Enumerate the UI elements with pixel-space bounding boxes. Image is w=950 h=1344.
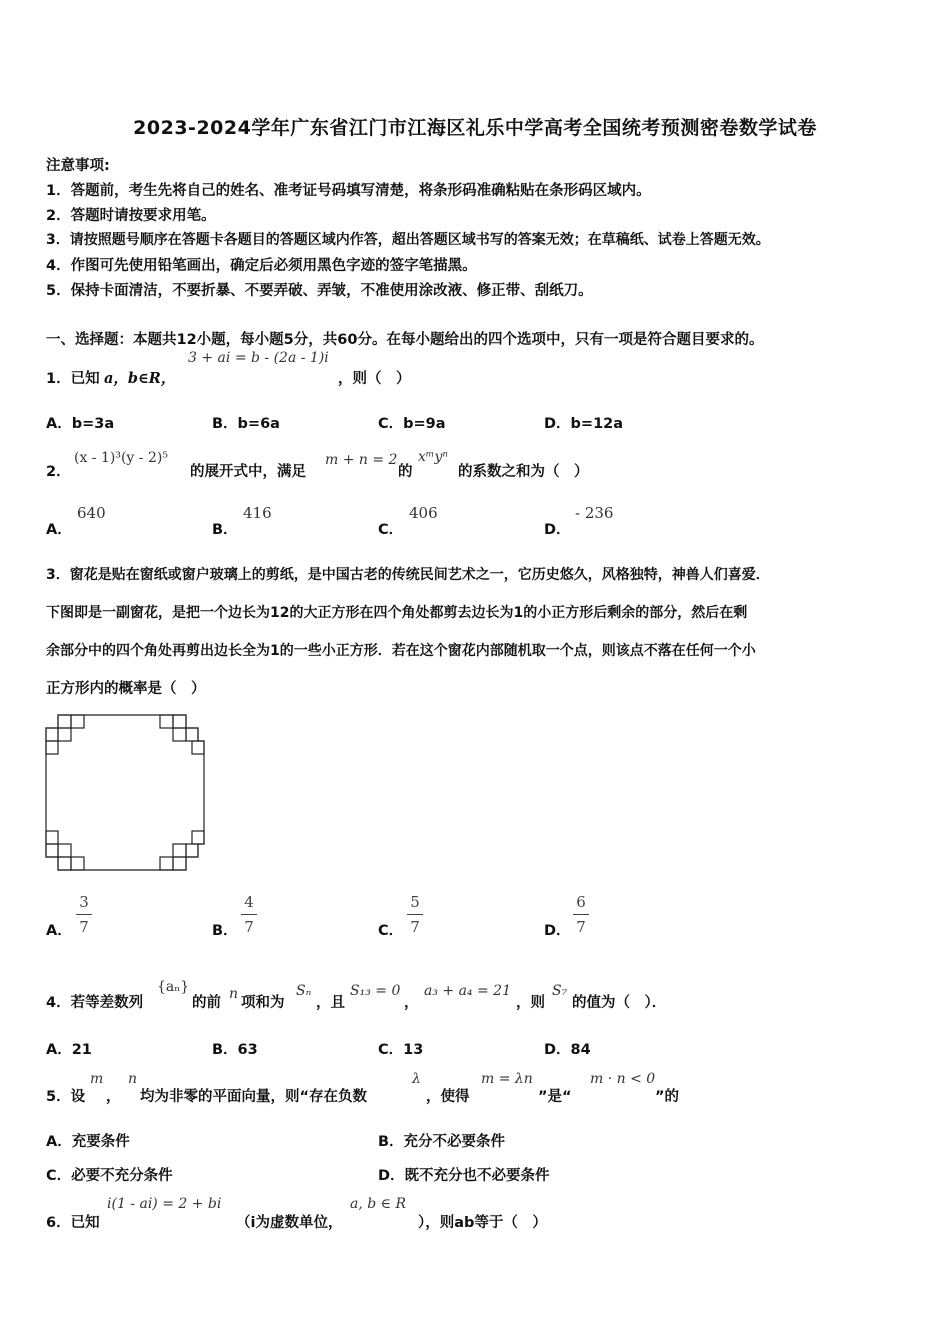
- q1-prefix: 1．已知: [46, 371, 100, 387]
- q6-formula: i(1 - ai) = 2 + bi: [107, 1196, 222, 1212]
- q2-number: 2．: [46, 464, 71, 480]
- denominator: 7: [244, 918, 254, 936]
- q4-option-b[interactable]: B．63: [212, 1042, 258, 1058]
- q4-sequence: {aₙ}: [157, 979, 190, 995]
- q2-text: 的: [398, 464, 413, 480]
- q2-text: 的展开式中，满足: [190, 464, 306, 480]
- q3-option-d-label[interactable]: D．: [544, 923, 571, 939]
- q3-option-a-fraction: [76, 893, 92, 936]
- q2-formula-condition: m + n = 2: [325, 452, 398, 468]
- window-flower-figure: [40, 710, 212, 878]
- q5-dot-product: m · n < 0: [590, 1071, 656, 1087]
- numerator: 5: [410, 893, 420, 911]
- q2-option-c-value: 406: [409, 504, 438, 522]
- q4-n: n: [229, 986, 239, 1002]
- q5-text: ，: [106, 1089, 121, 1105]
- q2-formula-expansion: (x - 1)³(y - 2)⁵: [74, 450, 168, 466]
- q4-text: 的前: [192, 995, 221, 1011]
- q4-text: 项和为: [241, 995, 285, 1011]
- q2-text: 的系数之和为（ ）: [458, 464, 589, 480]
- q3-line: 3．窗花是贴在窗纸或窗户玻璃上的剪纸，是中国古老的传统民间艺术之一，它历史悠久，风格独特，神兽人们喜爱．: [46, 567, 770, 583]
- notice-item: 2．答题时请按要求用笔。: [46, 208, 216, 224]
- q1-option-c[interactable]: C．b=9a: [378, 416, 446, 432]
- q3-line: 正方形内的概率是（ ）: [46, 681, 206, 697]
- q2-option-a-value: 640: [77, 504, 106, 522]
- q1-option-b[interactable]: B．b=6a: [212, 416, 280, 432]
- q3-option-b-fraction: [241, 893, 257, 936]
- q6-text: ），则ab等于（ ）: [418, 1215, 547, 1231]
- q4-option-a[interactable]: A．21: [46, 1042, 92, 1058]
- section-heading: 一、选择题：本题共12小题，每小题5分，共60分。在每小题给出的四个选项中，只有一项是符合题目要求的。: [46, 332, 764, 348]
- q2-option-a-label[interactable]: A．: [46, 522, 72, 538]
- q4-s7: S₇: [552, 983, 568, 999]
- q3-option-d-fraction: [573, 893, 589, 936]
- q4-condition-1: S₁₃ = 0: [350, 983, 401, 999]
- numerator: 4: [244, 893, 254, 911]
- q3-option-c-label[interactable]: C．: [378, 923, 404, 939]
- notice-item: 5．保持卡面清洁，不要折暴、不要弄破、弄皱，不准使用涂改液、修正带、刮纸刀。: [46, 283, 593, 299]
- q4-sn: Sₙ: [296, 983, 312, 999]
- q5-equation: m = λn: [481, 1071, 533, 1087]
- q3-line: 下图即是一副窗花，是把一个边长为12的大正方形在四个角处都剪去边长为1的小正方形后剩余的部分，然后在剩: [46, 605, 748, 621]
- q1-vars: a，b∈R，: [104, 370, 176, 387]
- denominator: 7: [79, 918, 89, 936]
- q3-option-a-label[interactable]: A．: [46, 923, 72, 939]
- q6-text: 6．已知: [46, 1215, 100, 1231]
- q4-text: 4．若等差数列: [46, 995, 144, 1011]
- page-title: 2023-2024学年广东省江门市江海区礼乐中学高考全国统考预测密卷数学试卷: [133, 117, 817, 139]
- q6-text: （i为虚数单位，: [236, 1215, 343, 1231]
- q4-option-c[interactable]: C．13: [378, 1042, 424, 1058]
- notice-heading: 注意事项:: [46, 158, 110, 174]
- q5-lambda: λ: [412, 1071, 421, 1087]
- q4-text: ，则: [516, 995, 545, 1011]
- q4-text: ，: [404, 995, 419, 1011]
- q5-option-a[interactable]: A．充要条件: [46, 1134, 130, 1150]
- numerator: 6: [576, 893, 586, 911]
- q1-option-d[interactable]: D．b=12a: [544, 416, 624, 432]
- q4-condition-2: a₃ + a₄ = 21: [424, 983, 511, 999]
- denominator: 7: [576, 918, 586, 936]
- q3-option-c-fraction: [407, 893, 423, 936]
- q5-n: n: [128, 1071, 138, 1087]
- q2-option-b-value: 416: [243, 504, 272, 522]
- q2-option-d-label[interactable]: D．: [544, 522, 571, 538]
- q3-option-b-label[interactable]: B．: [212, 923, 238, 939]
- q2-option-d-value: - 236: [575, 504, 614, 522]
- notice-item: 1．答题前，考生先将自己的姓名、准考证号码填写清楚，将条形码准确粘贴在条形码区域内。: [46, 183, 651, 199]
- notice-item: 4．作图可先使用铅笔画出，确定后必须用黑色字迹的签字笔描黑。: [46, 258, 477, 274]
- q5-option-c[interactable]: C．必要不充分条件: [46, 1168, 173, 1184]
- q5-option-d[interactable]: D．既不充分也不必要条件: [378, 1168, 550, 1184]
- q5-text: 均为非零的平面向量，则“存在负数: [140, 1089, 368, 1105]
- q1-option-a[interactable]: A．b=3a: [46, 416, 115, 432]
- q4-option-d[interactable]: D．84: [544, 1042, 591, 1058]
- q2-option-c-label[interactable]: C．: [378, 522, 404, 538]
- q2-option-b-label[interactable]: B．: [212, 522, 238, 538]
- notice-item: 3．请按照题号顺序在答题卡各题目的答题区域内作答，超出答题区域书写的答案无效；在草稿纸、试卷上答题无效。: [46, 232, 770, 248]
- q5-m: m: [90, 1071, 104, 1087]
- q5-text: ”是“: [538, 1089, 572, 1105]
- q1-formula: 3 + ai = b - (2a - 1)i: [188, 350, 329, 366]
- numerator: 3: [79, 893, 89, 911]
- q2-formula-term: xᵐyⁿ: [418, 449, 449, 465]
- q4-text: 的值为（ ）．: [572, 995, 667, 1011]
- q4-text: ，且: [316, 995, 345, 1011]
- q5-text: 5．设: [46, 1089, 86, 1105]
- q6-condition: a, b ∈ R: [350, 1196, 407, 1212]
- q5-option-b[interactable]: B．充分不必要条件: [378, 1134, 506, 1150]
- q5-text: ，使得: [426, 1089, 470, 1105]
- denominator: 7: [410, 918, 420, 936]
- q5-text: ”的: [655, 1089, 680, 1105]
- q1-suffix: ，则（ ）: [338, 371, 411, 387]
- q3-line: 余部分中的四个角处再剪出边长全为1的一些小正方形．若在这个窗花内部随机取一个点，则该点不落在任何一个小: [46, 643, 756, 659]
